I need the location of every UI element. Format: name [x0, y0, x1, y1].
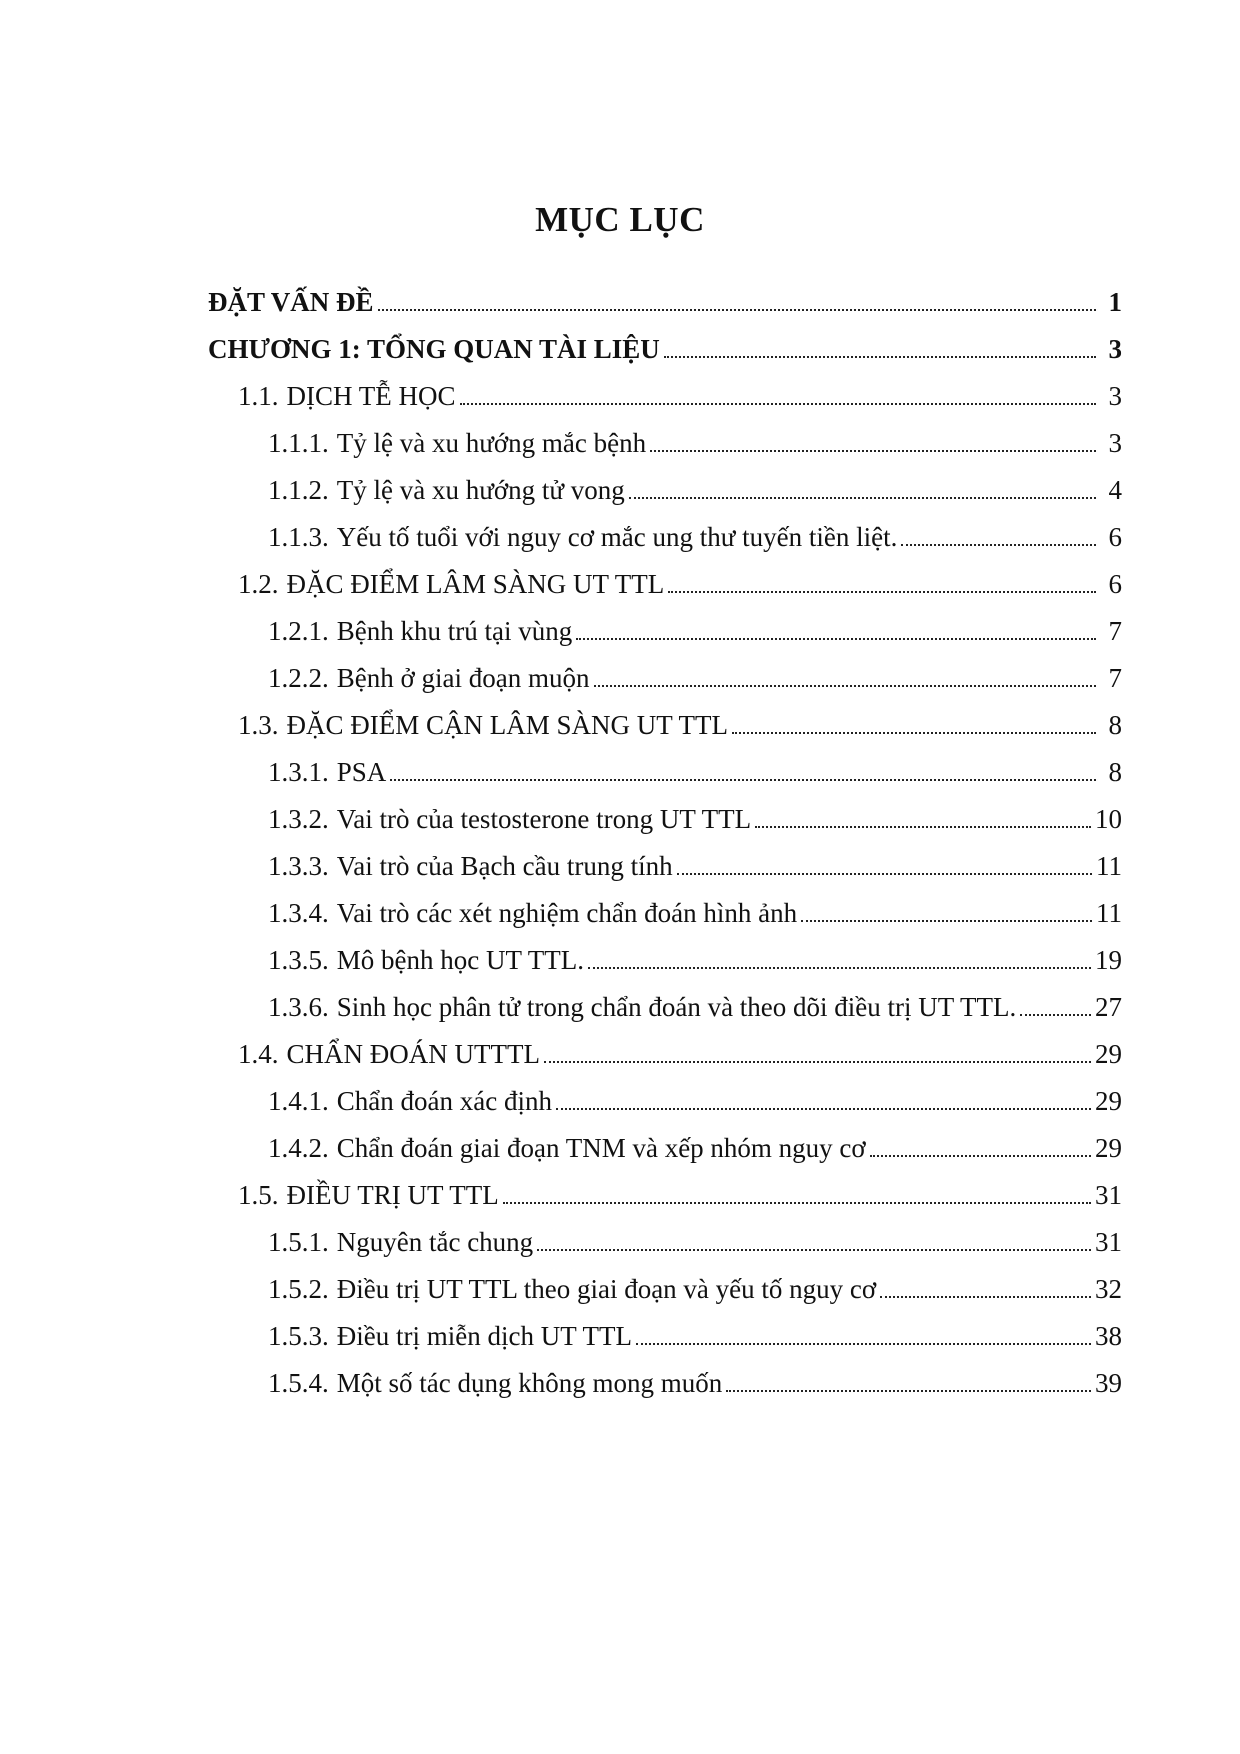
toc-entry [268, 896, 1122, 930]
dot-leader [801, 920, 1092, 922]
toc-entry-number: 1.3.1. [268, 757, 329, 787]
toc-entry-label: ĐẶT VẤN ĐỀ [208, 287, 374, 317]
toc-entry-number: 1.3.4. [268, 898, 329, 928]
toc-entry-label: Yếu tố tuổi với nguy cơ mắc ung thư tuyến tiền liệt. [336, 522, 898, 552]
toc-entry-label: ĐIỀU TRỊ UT TTL [286, 1180, 499, 1210]
toc-entry [268, 802, 1122, 836]
dot-leader [390, 779, 1096, 781]
toc-entry [268, 520, 1122, 554]
toc-entry [238, 379, 1122, 413]
toc-entry [268, 1272, 1122, 1306]
toc-entry-label: Điều trị miễn dịch UT TTL [336, 1321, 632, 1351]
toc-entry [268, 943, 1122, 977]
toc-entry-number: 1.1.1. [268, 428, 329, 458]
toc-entry [208, 332, 1122, 366]
toc-entry-page-number: 29 [1095, 1039, 1122, 1069]
toc-entry-label: Một số tác dụng không mong muốn [336, 1368, 723, 1398]
toc-entry-page-number: 11 [1096, 898, 1122, 928]
toc-entry [268, 426, 1122, 460]
toc-entry-label: Vai trò của testosterone trong UT TTL [336, 804, 752, 834]
toc-entry-page-number: 1 [1108, 287, 1122, 317]
dot-leader [870, 1155, 1091, 1157]
toc-entry-page-number: 29 [1095, 1133, 1122, 1163]
dot-leader [880, 1296, 1091, 1298]
toc-entry-number: 1.4.2. [268, 1133, 329, 1163]
toc-entry-page-number: 7 [1108, 663, 1122, 693]
dot-leader [537, 1249, 1091, 1251]
toc-entry-page-number: 3 [1108, 381, 1122, 411]
toc-entry-label: Nguyên tắc chung [336, 1227, 534, 1257]
dot-leader [460, 403, 1096, 405]
toc-entry [238, 567, 1122, 601]
dot-leader [544, 1061, 1091, 1063]
dot-leader [901, 544, 1096, 546]
toc-entry-label: Chẩn đoán xác định [336, 1086, 552, 1116]
toc-entry-label: Chẩn đoán giai đoạn TNM và xếp nhóm nguy cơ [336, 1133, 866, 1163]
toc-entry-page-number: 4 [1108, 475, 1122, 505]
toc-entry-page-number: 7 [1108, 616, 1122, 646]
toc-entry-number: 1.5.2. [268, 1274, 329, 1304]
toc-entry-page-number: 6 [1108, 569, 1122, 599]
toc-entry-number: 1.1. [238, 381, 279, 411]
toc-entry-number: 1.1.2. [268, 475, 329, 505]
toc-entry [238, 1037, 1122, 1071]
toc-entry-page-number: 11 [1096, 851, 1122, 881]
toc-entry-label: Điều trị UT TTL theo giai đoạn và yếu tố nguy cơ [336, 1274, 877, 1304]
toc-entry [268, 614, 1122, 648]
toc-entry-label: Tỷ lệ và xu hướng mắc bệnh [336, 428, 647, 458]
toc-entry-number: 1.2.2. [268, 663, 329, 693]
toc-entry-label: CHƯƠNG 1: TỔNG QUAN TÀI LIỆU [208, 334, 660, 364]
toc-entry [238, 708, 1122, 742]
page-title: MỤC LỤC [535, 200, 705, 239]
dot-leader [732, 732, 1096, 734]
dot-leader [503, 1202, 1091, 1204]
toc-entry-label: CHẨN ĐOÁN UTTTL [286, 1039, 540, 1069]
toc-entry [268, 990, 1122, 1024]
toc-entry-page-number: 6 [1108, 522, 1122, 552]
toc-entry-page-number: 3 [1108, 334, 1122, 364]
toc-entry-label: DỊCH TỄ HỌC [286, 381, 456, 411]
toc-entry [268, 849, 1122, 883]
toc-entry [268, 1084, 1122, 1118]
toc-entry-label: Bệnh ở giai đoạn muộn [336, 663, 590, 693]
toc-entry [238, 1178, 1122, 1212]
toc-entry-page-number: 3 [1108, 428, 1122, 458]
toc-entry-label: Vai trò của Bạch cầu trung tính [336, 851, 673, 881]
toc-entry-number: 1.5. [238, 1180, 279, 1210]
toc-entry-label: ĐẶC ĐIỂM LÂM SÀNG UT TTL [286, 569, 665, 599]
toc-entry-page-number: 29 [1095, 1086, 1122, 1116]
toc-entry-page-number: 8 [1108, 757, 1122, 787]
toc-entry-page-number: 19 [1095, 945, 1122, 975]
dot-leader [629, 497, 1096, 499]
dot-leader [1020, 1014, 1091, 1016]
dot-leader [556, 1108, 1091, 1110]
toc-entry-number: 1.3. [238, 710, 279, 740]
toc-entry-number: 1.5.3. [268, 1321, 329, 1351]
toc-entry-page-number: 10 [1095, 804, 1122, 834]
dot-leader [636, 1343, 1091, 1345]
toc-entry [268, 1131, 1122, 1165]
dot-leader [755, 826, 1091, 828]
toc-entry-label: Tỷ lệ và xu hướng tử vong [336, 475, 625, 505]
toc-entry-label: Mô bệnh học UT TTL. [336, 945, 584, 975]
toc-entry-number: 1.3.5. [268, 945, 329, 975]
toc-entry-number: 1.3.3. [268, 851, 329, 881]
toc-entry-label: ĐẶC ĐIỂM CẬN LÂM SÀNG UT TTL [286, 710, 729, 740]
toc-entry-page-number: 32 [1095, 1274, 1122, 1304]
dot-leader [668, 591, 1096, 593]
toc-entry-page-number: 27 [1095, 992, 1122, 1022]
toc-entry-number: 1.5.1. [268, 1227, 329, 1257]
toc-entry-number: 1.4. [238, 1039, 279, 1069]
toc-entry-number: 1.4.1. [268, 1086, 329, 1116]
toc-entry-number: 1.3.6. [268, 992, 329, 1022]
dot-leader [650, 450, 1096, 452]
toc-entry-number: 1.5.4. [268, 1368, 329, 1398]
toc-entry [268, 661, 1122, 695]
toc-entry [268, 1225, 1122, 1259]
toc-entry-label: Bệnh khu trú tại vùng [336, 616, 573, 646]
toc-entry-number: 1.2.1. [268, 616, 329, 646]
toc-entry-page-number: 31 [1095, 1180, 1122, 1210]
dot-leader [664, 356, 1096, 358]
toc-entry-number: 1.1.3. [268, 522, 329, 552]
toc-entry-page-number: 8 [1108, 710, 1122, 740]
dot-leader [588, 967, 1091, 969]
toc-entry [268, 473, 1122, 507]
toc-entry-page-number: 31 [1095, 1227, 1122, 1257]
toc-entry [208, 285, 1122, 319]
toc-entry-page-number: 39 [1095, 1368, 1122, 1398]
dot-leader [726, 1390, 1091, 1392]
toc-entry-number: 1.3.2. [268, 804, 329, 834]
toc-entry-number: 1.2. [238, 569, 279, 599]
toc-entry [268, 755, 1122, 789]
dot-leader [677, 873, 1092, 875]
dot-leader [576, 638, 1096, 640]
dot-leader [594, 685, 1097, 687]
toc-entry-label: Sinh học phân tử trong chẩn đoán và theo dõi điều trị UT TTL. [336, 992, 1017, 1022]
toc-entry-page-number: 38 [1095, 1321, 1122, 1351]
toc-entry [268, 1319, 1122, 1353]
toc-entry-label: Vai trò các xét nghiệm chẩn đoán hình ảnh [336, 898, 798, 928]
toc-entry [268, 1366, 1122, 1400]
dot-leader [378, 309, 1096, 311]
toc-entry-label: PSA [336, 757, 387, 787]
